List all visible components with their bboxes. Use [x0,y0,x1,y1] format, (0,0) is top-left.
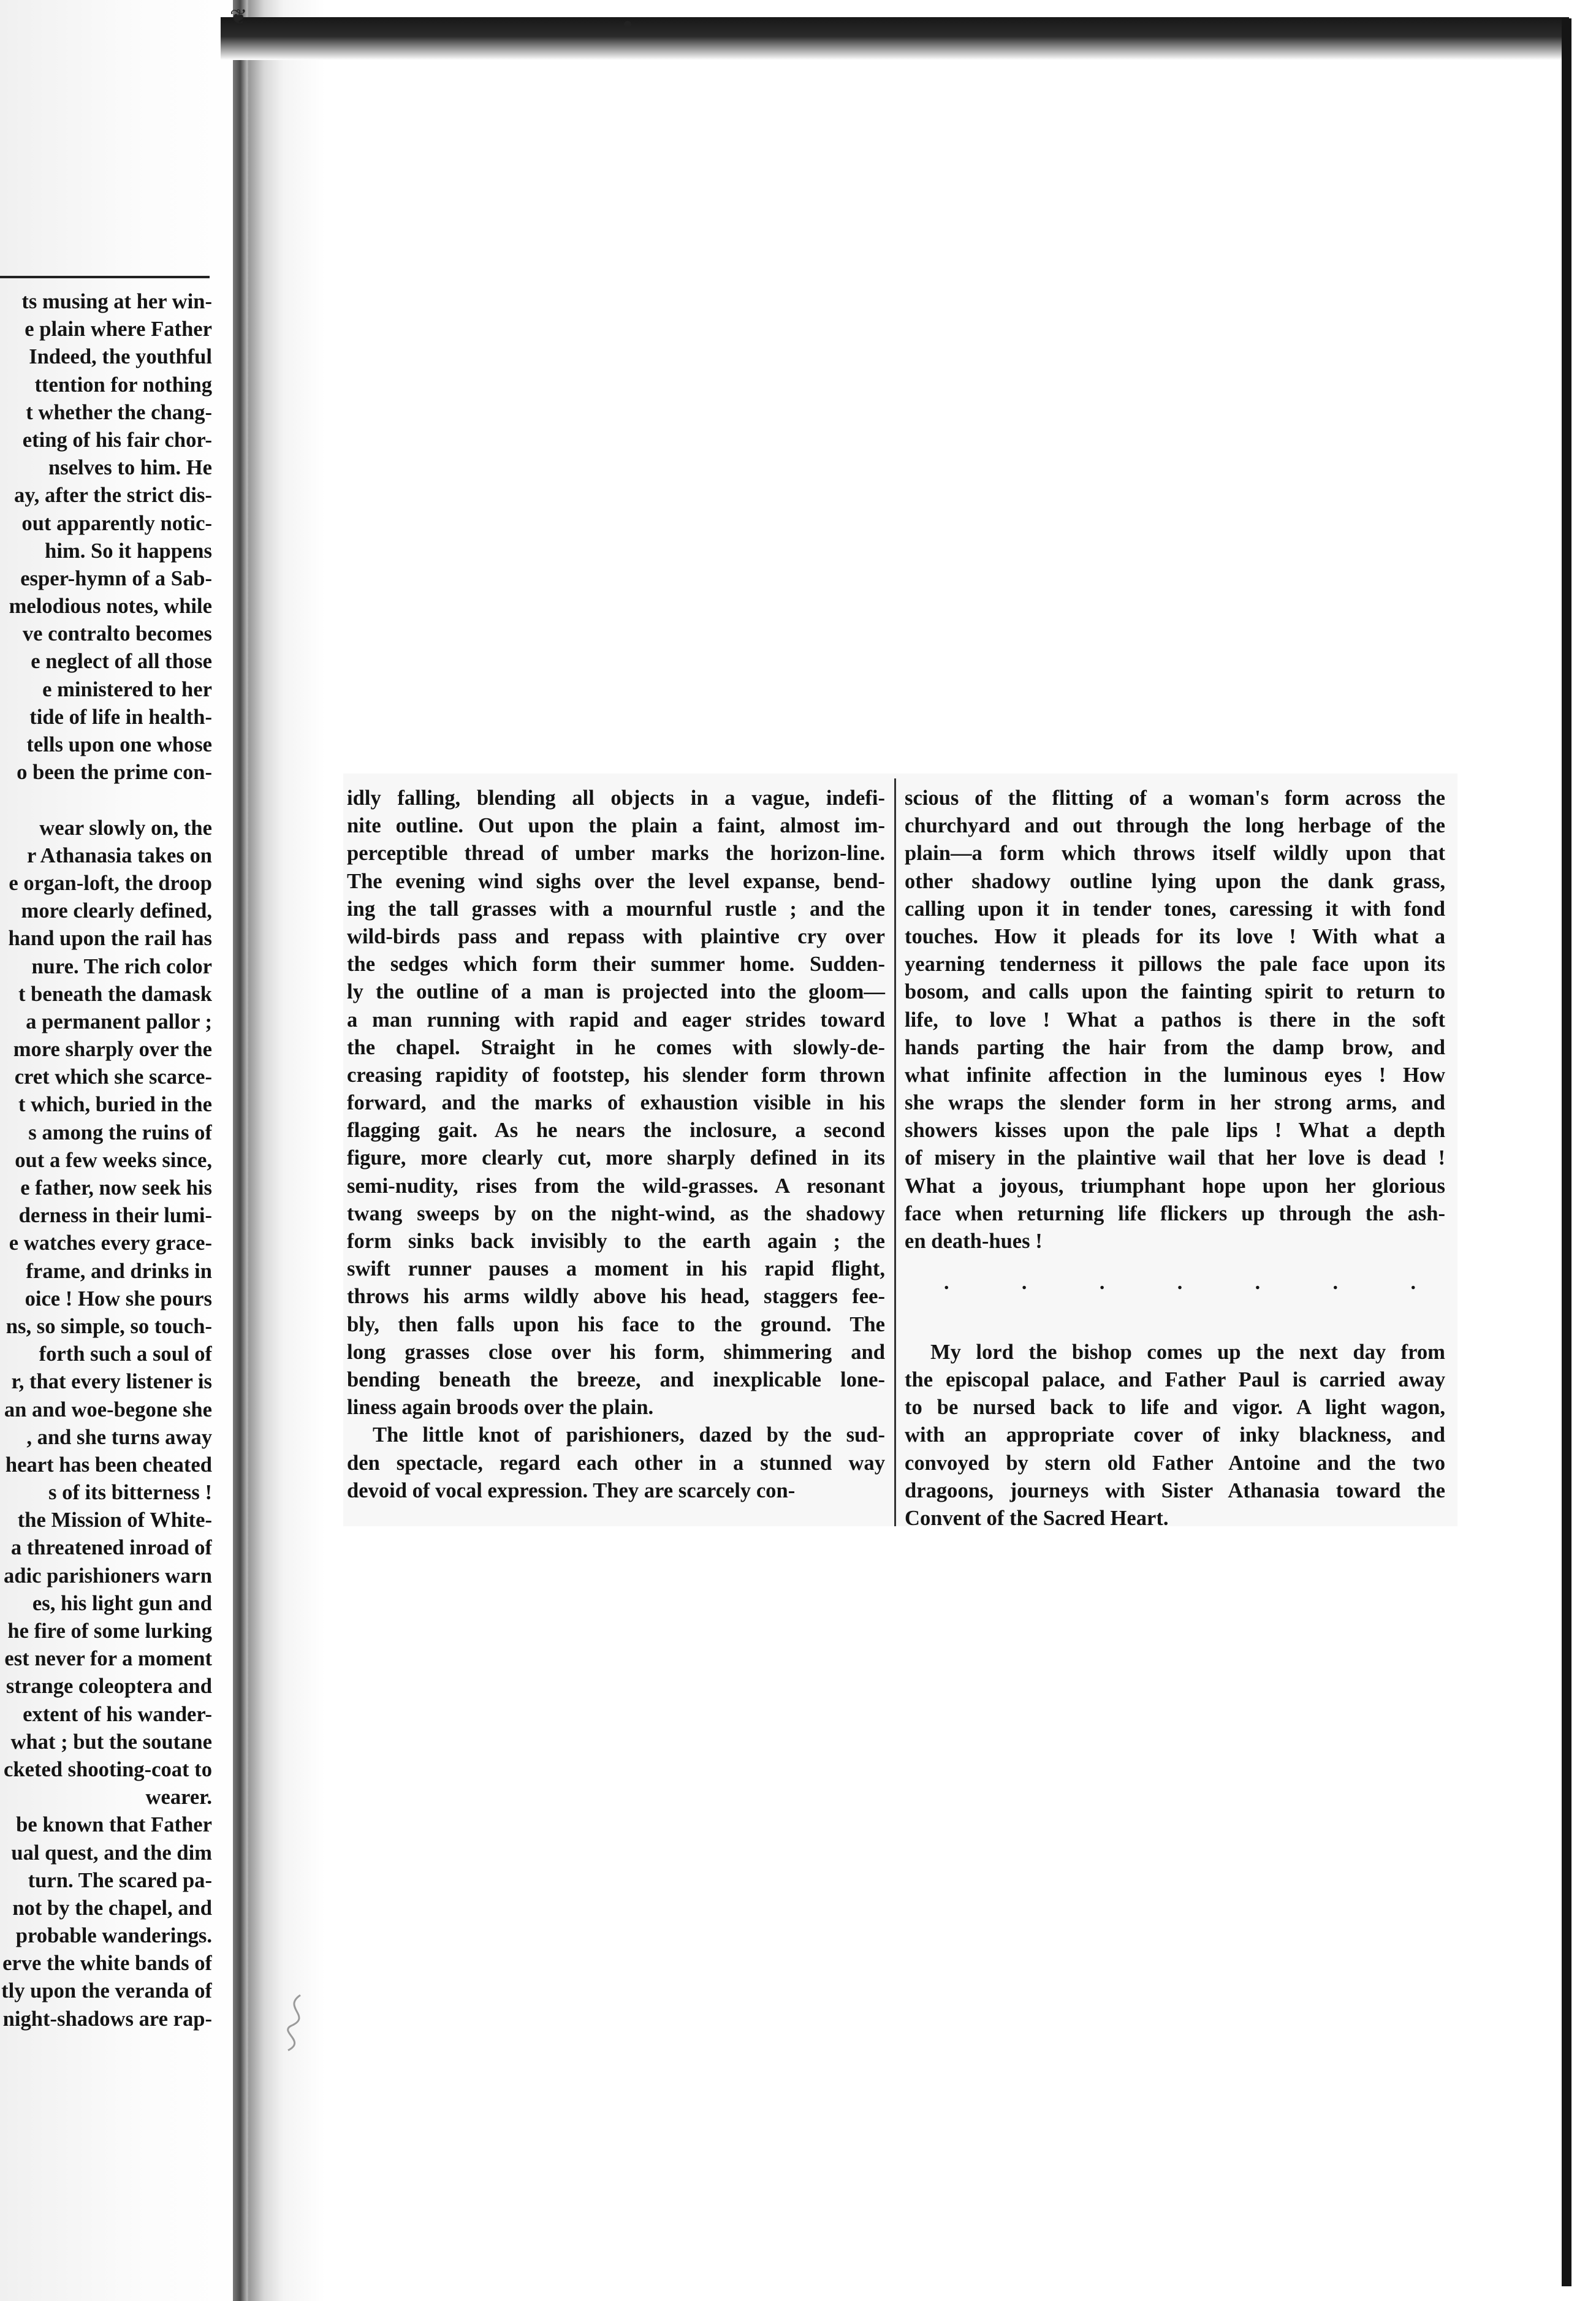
article-text-line: the sedges which form their summer home. Sudden- [347,953,885,976]
article-text-line: nite outline. Out upon the plain a faint, almost im- [347,814,885,838]
pencil-mark [276,1989,319,2056]
left-page-text-line: ual quest, and the dim [11,1841,212,1865]
left-page-text-line: ve contralto becomes [22,622,212,646]
article-text-line: My lord the bishop comes up the next day from [930,1340,1445,1364]
left-page-text-line: more sharply over the [13,1038,212,1062]
article-text-line: life, to love ! What a pathos is there in the soft [905,1008,1445,1032]
left-page-text-line: cret which she scarce- [14,1065,212,1089]
margin-mark: ❦ [230,6,248,29]
left-page-text-line: be known that Father [16,1813,212,1837]
article-text-line: The evening wind sighs over the level expanse, bend- [347,869,885,893]
article-text-line: touches. How it pleads for its love ! With what a [905,924,1445,948]
left-page-text-line: cketed shooting-coat to [4,1757,212,1781]
left-page-text-line: what ; but the soutane [10,1730,212,1754]
section-break-dot: . [1099,1271,1105,1294]
left-page-fragment [0,0,270,2301]
left-page-text-line: forth such a soul of [39,1342,212,1366]
article-text-line: Convent of the Sacred Heart. [905,1506,1169,1530]
article-text-line: ly the outline of a man is projected into the gloom— [347,980,885,1004]
left-page-text-line: ts musing at her win- [21,290,212,313]
scan-top-edge [221,17,1569,60]
article-text-line: flagging gait. As he nears the inclosure, a second [347,1119,885,1143]
section-break [944,1271,1416,1296]
left-page-text-line: nure. The rich color [31,954,212,978]
article-text-line: yearning tenderness it pillows the pale face upon its [905,953,1445,976]
article-text-line: the episcopal palace, and Father Paul is carried away [905,1367,1445,1391]
left-page-text-line: r, that every listener is [11,1370,212,1394]
left-page-text-line: t beneath the damask [18,982,212,1006]
article-text-line: to be nursed back to life and vigor. A light wagon, [905,1396,1445,1420]
section-break-dot: . [1177,1271,1183,1294]
article-text-line: churchyard and out through the long herbage of the [905,814,1445,838]
article-text-line: twang sweeps by on the night-wind, as the shadowy [347,1201,885,1225]
left-page-rule [0,276,210,278]
left-page-text-line: hand upon the rail has [8,927,212,951]
left-page-text-line: melodious notes, while [9,595,212,618]
article-text-line: convoyed by stern old Father Antoine and the two [905,1451,1445,1475]
article-text-line: of misery in the plaintive wail that her love is dead ! [905,1146,1445,1170]
article-text-line: long grasses close over his form, shimmering and [347,1340,885,1364]
article-text-line: devoid of vocal expression. They are scarcely con- [347,1478,796,1502]
left-page-text-line: adic parishioners warn [3,1564,212,1588]
left-page-text-line: es, his light gun and [32,1591,212,1615]
section-break-dot: . [1021,1271,1027,1294]
left-page-text-line: esper-hymn of a Sab- [20,566,212,590]
article-text-line: face when returning life flickers up through the ash- [905,1201,1445,1225]
article-text-line: bly, then falls upon his face to the ground. The [347,1312,885,1336]
article-text-line: ing the tall grasses with a mournful rustle ; and the [347,897,885,921]
article-text-line: hands parting the hair from the damp brow, and [905,1035,1445,1059]
left-page-text-line: an and woe-begone she [4,1398,212,1421]
article-text-line: wild-birds pass and repass with plaintive cry over [347,924,885,948]
article-column-left [347,785,885,1505]
section-break-dot: . [1410,1271,1416,1294]
left-page-text-line: extent of his wander- [23,1702,212,1726]
section-break-dot: . [944,1271,949,1294]
left-page-text-line: o been the prime con- [17,761,212,785]
article-text-line: What a joyous, triumphant hope upon her glorious [905,1174,1445,1198]
margin-dot [624,21,631,28]
left-page-text-line: a permanent pallor ; [26,1010,212,1033]
left-page-text-line: heart has been cheated [5,1453,212,1477]
left-page-text-line: nselves to him. He [48,456,212,480]
article-text-line: forward, and the marks of exhaustion visible in his [347,1091,885,1115]
article-text-line: den spectacle, regard each other in a stunned way [347,1451,885,1475]
article-text-line: creasing rapidity of footstep, his slender form thrown [347,1063,885,1087]
article-text-line: bosom, and calls upon the fainting spirit to return to [905,980,1445,1004]
article-text-line: she wraps the slender form in her strong arms, and [905,1091,1445,1115]
left-page-text-line: e father, now seek his [20,1176,212,1200]
left-page-text-line: more clearly defined, [21,899,212,923]
left-page-text-line: t whether the chang- [26,400,212,424]
left-page-text-line: tly upon the veranda of [1,1979,212,2003]
article-text-line: bending beneath the breeze, and inexplicable lone- [347,1367,885,1391]
article-text-line: semi-nudity, rises from the wild-grasses. A resonant [347,1174,885,1198]
left-page-text-line: a threatened inroad of [10,1536,212,1560]
left-page-text-line: turn. The scared pa- [28,1868,212,1892]
left-page-text-line: eting of his fair chor- [22,428,212,452]
article-text-line: perceptible thread of umber marks the horizon-line. [347,842,885,865]
left-page-text-line: out apparently notic- [21,511,212,535]
section-break-dot: . [1255,1271,1261,1294]
article-text-line: with an appropriate cover of inky blackness, and [905,1423,1445,1447]
article-text-line: what infinite affection in the luminous eyes ! How [905,1063,1445,1087]
article-text-line [905,1311,1445,1339]
left-page-text-line: ay, after the strict dis- [14,484,212,508]
article-text-line: The little knot of parishioners, dazed by the sud- [373,1423,885,1447]
left-page-text-line: the Mission of White- [17,1508,212,1532]
left-page-text-line: derness in their lumi- [18,1204,212,1228]
left-page-text-line: e plain where Father [25,318,212,341]
article-text-line: other shadowy outline lying upon the dank grass, [905,869,1445,893]
left-page-text-line: Indeed, the youthful [29,345,212,369]
article-text-line: form sinks back invisibly to the earth again ; the [347,1230,885,1253]
left-page-text-line: e organ-loft, the droop [9,871,212,895]
left-page-text-line: tide of life in health- [29,705,212,729]
book-gutter-fold [233,0,248,2301]
left-page-text-line: out a few weeks since, [15,1148,212,1172]
article-text-line: idly falling, blending all objects in a vague, indefi- [347,786,885,810]
left-page-text-line: s among the ruins of [28,1120,212,1144]
left-page-text-line: frame, and drinks in [26,1259,212,1283]
left-page-text-line: tells upon one whose [26,733,212,756]
section-break-dot: . [1332,1271,1339,1294]
article-text-line: dragoons, journeys with Sister Athanasia toward the [905,1478,1445,1502]
left-page-text-line: e ministered to her [42,677,212,701]
left-page-text-line: strange coleoptera and [6,1675,212,1698]
article-text-line: the chapel. Straight in he comes with slowly-de- [347,1035,885,1059]
article-text-line: showers kisses upon the pale lips ! What a depth [905,1119,1445,1143]
left-page-text-line: oice ! How she pours [25,1287,212,1310]
article-text-line: en death-hues ! [905,1230,1043,1253]
article-text-line: liness again broods over the plain. [347,1396,654,1420]
left-page-text-line: r Athanasia takes on [27,843,212,867]
left-page-text-line: est never for a moment [4,1647,212,1671]
article-text-line: calling upon it in tender tones, caressing it with fond [905,897,1445,921]
left-page-text-line: night-shadows are rap- [2,2007,212,2031]
article-column-right [905,785,1445,1532]
scan-right-edge [1562,18,1571,2286]
left-page-text-line: e watches every grace- [9,1231,212,1255]
article-text-line: swift runner pauses a moment in his rapid flight, [347,1257,885,1281]
left-page-text-line: not by the chapel, and [12,1896,212,1920]
article-text-line: scious of the flitting of a woman's form across the [905,786,1445,810]
article-text-line: a man running with rapid and eager strides toward [347,1008,885,1032]
left-page-text-line: he fire of some lurking [7,1619,212,1643]
left-page-text-line: probable wanderings. [15,1924,212,1948]
article-text-line: plain—a form which throws itself wildly upon that [905,842,1445,865]
column-divider [894,778,896,1526]
left-page-text-line: s of its bitterness ! [48,1481,212,1505]
left-page-text-line: him. So it happens [45,539,212,563]
article-text-line: figure, more clearly cut, more sharply defined in its [347,1146,885,1170]
left-page-column [0,288,212,2035]
article-text-line: throws his arms wildly above his head, staggers fee- [347,1285,885,1309]
left-page-text-line [0,786,212,814]
left-page-text-line: , and she turns away [26,1425,212,1449]
left-page-text-line: t which, buried in the [18,1093,212,1117]
left-page-text-line: ttention for nothing [34,373,212,397]
left-page-text-line: e neglect of all those [31,650,212,674]
left-page-text-line: ns, so simple, so touch- [6,1314,212,1338]
left-page-text-line: erve the white bands of [2,1952,212,1976]
left-page-text-line: wear slowly on, the [39,816,212,840]
left-page-text-line: wearer. [145,1786,212,1809]
